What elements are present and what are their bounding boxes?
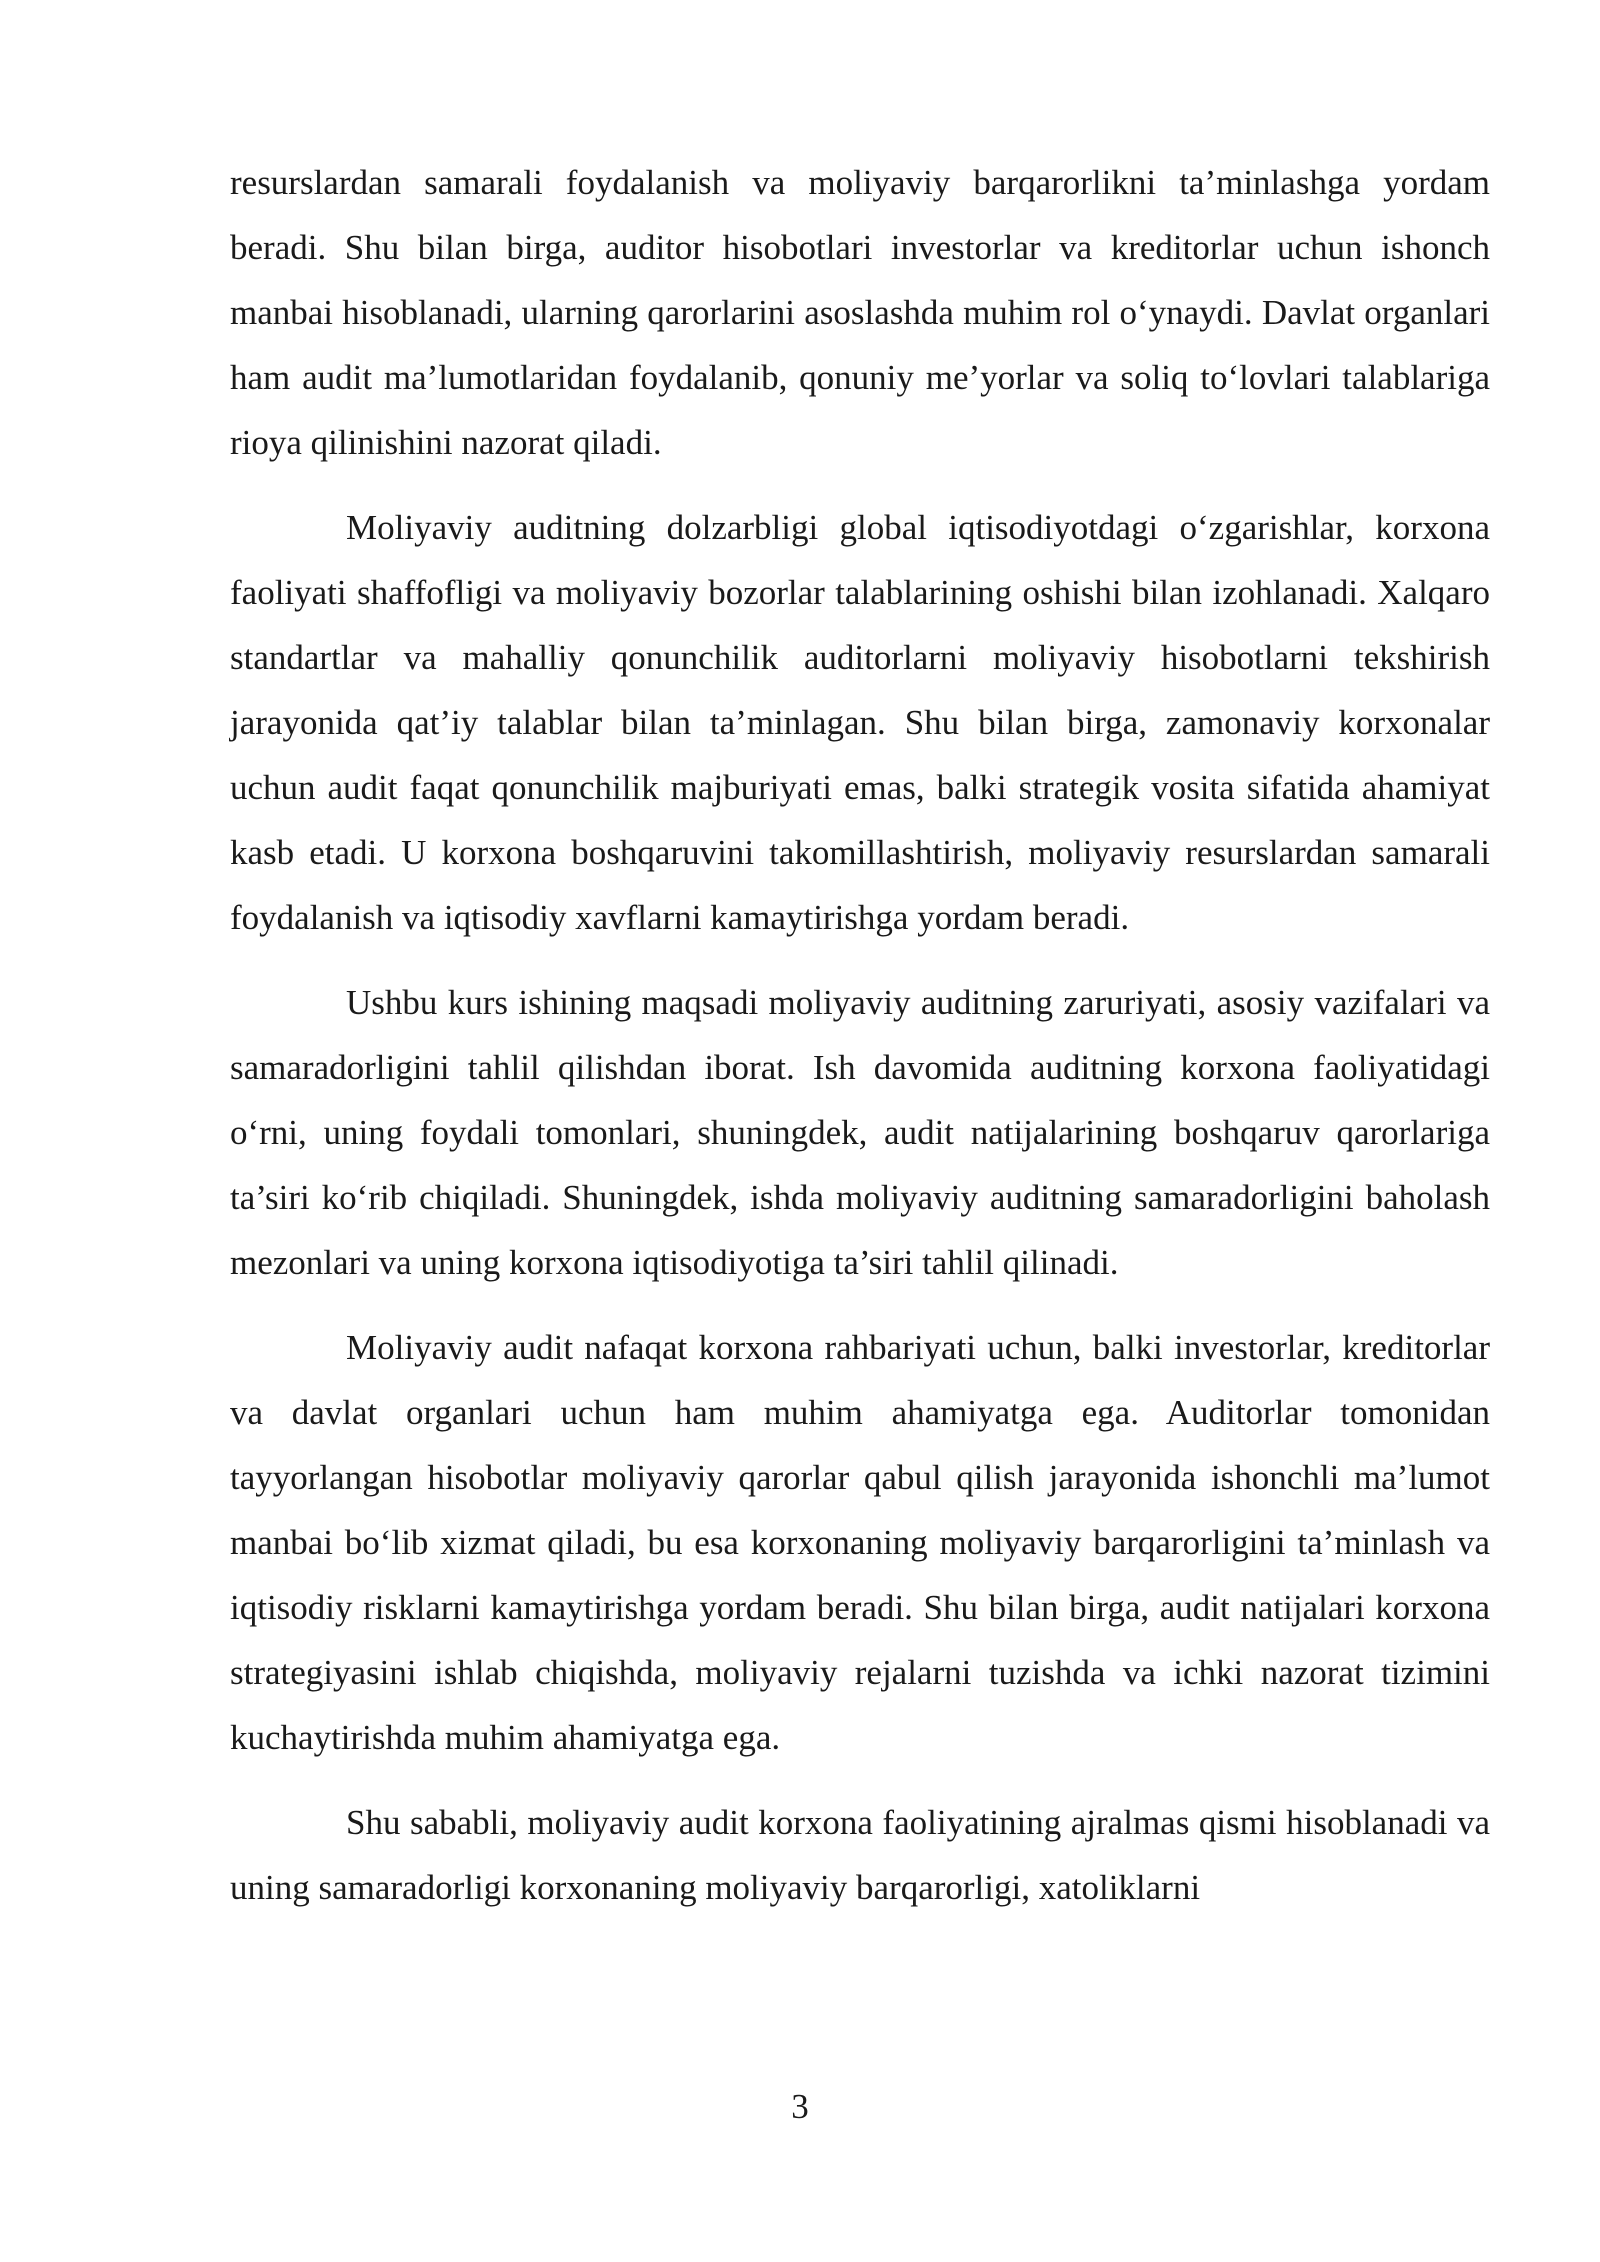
paragraph-1: resurslardan samarali foydalanish va moliyaviy barqarorlikni ta’minlashga yordam beradi. Shu bilan birga, auditor hisobotlari investorlar va kreditorlar uchun ishonch manbai hisoblanadi, ularning qarorlarini asoslashda muhim rol o‘ynaydi. Davlat organlari ham audit ma’lumotlaridan foydalanib, qonuniy me’yorlar va soliq to‘lovlari talablariga rioya qilinishini nazorat qiladi. xyxy=(230,163,1490,462)
paragraph-5: Shu sababli, moliyaviy audit korxona faoliyatining ajralmas qismi hisoblanadi va uning samaradorligi korxonaning moliyaviy barqarorligi, xatoliklarni xyxy=(230,1803,1490,1907)
paragraph-3: Ushbu kurs ishining maqsadi moliyaviy auditning zaruriyati, asosiy vazifalari va samaradorligini tahlil qilishdan iborat. Ish davomida auditning korxona faoliyatidagi o‘rni, uning foydali tomonlari, shuningdek, audit natijalarining boshqaruv qarorlariga ta’siri ko‘rib chiqiladi. Shuningdek, ishda moliyaviy auditning samaradorligini baholash mezonlari va uning korxona iqtisodiyotiga ta’siri tahlil qilinadi. xyxy=(230,983,1490,1282)
page-body xyxy=(230,150,1490,1940)
page-number: 3 xyxy=(791,2087,809,2126)
paragraph-2: Moliyaviy auditning dolzarbligi global iqtisodiyotdagi o‘zgarishlar, korxona faoliyati shaffofligi va moliyaviy bozorlar talablarining oshishi bilan izohlanadi. Xalqaro standartlar va mahalliy qonunchilik auditorlarni moliyaviy hisobotlarni tekshirish jarayonida qat’iy talablar bilan ta’minlagan. Shu bilan birga, zamonaviy korxonalar uchun audit faqat qonunchilik majburiyati emas, balki strategik vosita sifatida ahamiyat kasb etadi. U korxona boshqaruvini takomillashtirish, moliyaviy resurslardan samarali foydalanish va iqtisodiy xavflarni kamaytirishga yordam beradi. xyxy=(230,508,1490,937)
paragraph-4: Moliyaviy audit nafaqat korxona rahbariyati uchun, balki investorlar, kreditorlar va davlat organlari uchun ham muhim ahamiyatga ega. Auditorlar tomonidan tayyorlangan hisobotlar moliyaviy qarorlar qabul qilish jarayonida ishonchli ma’lumot manbai bo‘lib xizmat qiladi, bu esa korxonaning moliyaviy barqarorligini ta’minlash va iqtisodiy risklarni kamaytirishga yordam beradi. Shu bilan birga, audit natijalari korxona strategiyasini ishlab chiqishda, moliyaviy rejalarni tuzishda va ichki nazorat tizimini kuchaytirishda muhim ahamiyatga ega. xyxy=(230,1328,1490,1757)
